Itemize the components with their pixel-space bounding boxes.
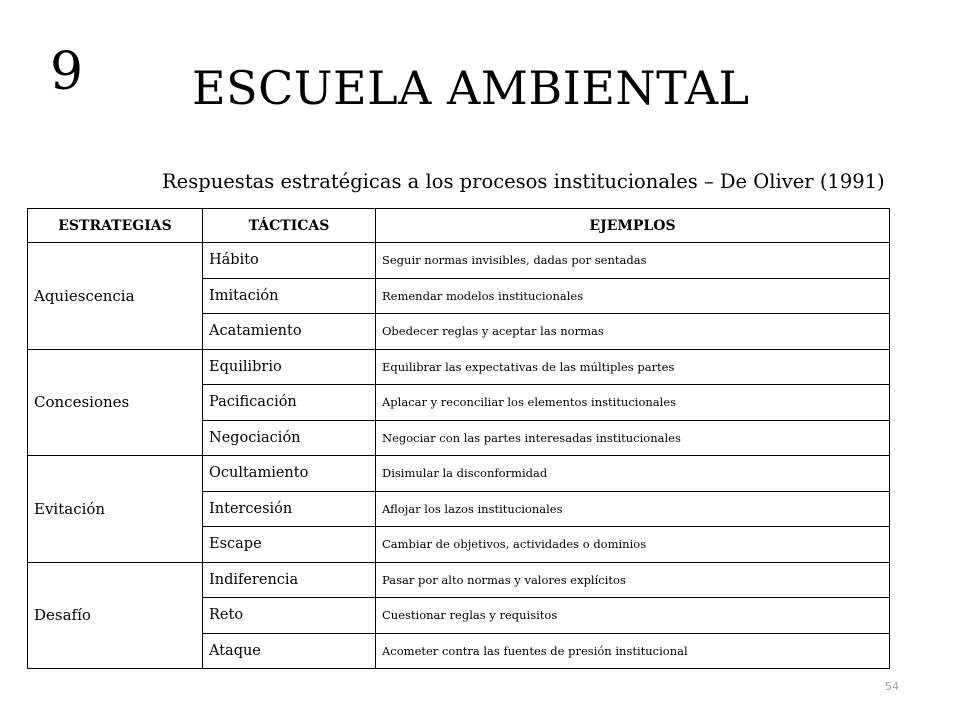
header-examples: EJEMPLOS bbox=[376, 209, 890, 243]
header-tactics: TÁCTICAS bbox=[203, 209, 376, 243]
example-cell: Cambiar de objetivos, actividades o dominios bbox=[376, 527, 890, 563]
table-row bbox=[28, 456, 890, 492]
table-header-row bbox=[28, 209, 890, 243]
strategies-table bbox=[27, 208, 890, 669]
page-number: 54 bbox=[885, 680, 899, 693]
tactic-cell: Negociación bbox=[203, 420, 376, 456]
table-row bbox=[28, 349, 890, 385]
tactic-cell: Ocultamiento bbox=[203, 456, 376, 492]
example-cell: Acometer contra las fuentes de presión institucional bbox=[376, 633, 890, 669]
example-cell: Aflojar los lazos institucionales bbox=[376, 491, 890, 527]
example-cell: Disimular la disconformidad bbox=[376, 456, 890, 492]
example-cell: Aplacar y reconciliar los elementos institucionales bbox=[376, 385, 890, 421]
tactic-cell: Acatamiento bbox=[203, 314, 376, 350]
slide-subtitle: Respuestas estratégicas a los procesos institucionales – De Oliver (1991) bbox=[162, 170, 885, 193]
example-cell: Pasar por alto normas y valores explícitos bbox=[376, 562, 890, 598]
slide-number: 9 bbox=[50, 42, 84, 102]
strategy-cell: Evitación bbox=[28, 456, 203, 563]
strategy-cell: Concesiones bbox=[28, 349, 203, 456]
table-row bbox=[28, 243, 890, 279]
example-cell: Seguir normas invisibles, dadas por sentadas bbox=[376, 243, 890, 279]
example-cell: Obedecer reglas y aceptar las normas bbox=[376, 314, 890, 350]
tactic-cell: Reto bbox=[203, 598, 376, 634]
example-cell: Equilibrar las expectativas de las múltiples partes bbox=[376, 349, 890, 385]
tactic-cell: Escape bbox=[203, 527, 376, 563]
tactic-cell: Pacificación bbox=[203, 385, 376, 421]
example-cell: Remendar modelos institucionales bbox=[376, 278, 890, 314]
header-strategies: ESTRATEGIAS bbox=[28, 209, 203, 243]
table-row bbox=[28, 562, 890, 598]
tactic-cell: Intercesión bbox=[203, 491, 376, 527]
example-cell: Negociar con las partes interesadas institucionales bbox=[376, 420, 890, 456]
tactic-cell: Equilibrio bbox=[203, 349, 376, 385]
tactic-cell: Hábito bbox=[203, 243, 376, 279]
tactic-cell: Imitación bbox=[203, 278, 376, 314]
example-cell: Cuestionar reglas y requisitos bbox=[376, 598, 890, 634]
slide-title: ESCUELA AMBIENTAL bbox=[192, 61, 750, 115]
tactic-cell: Indiferencia bbox=[203, 562, 376, 598]
strategy-cell: Aquiescencia bbox=[28, 243, 203, 350]
strategy-cell: Desafío bbox=[28, 562, 203, 669]
tactic-cell: Ataque bbox=[203, 633, 376, 669]
